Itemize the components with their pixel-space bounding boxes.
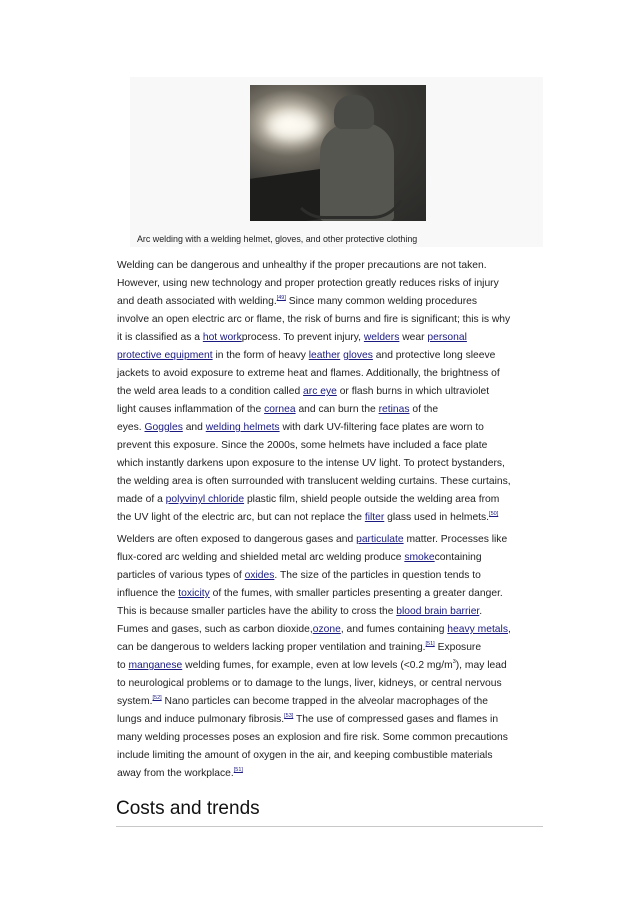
link-ozone[interactable]: ozone: [312, 624, 341, 635]
link-arc-eye[interactable]: arc eye: [303, 386, 337, 397]
text-line: Fumes and gases, such as carbon dioxide,ozone, and fumes containing heavy metals,: [117, 624, 511, 635]
figure-caption: Arc welding with a welding helmet, gloves, and other protective clothing: [137, 234, 418, 244]
welding-cable: [290, 185, 406, 219]
text-line: the weld area leads to a condition called arc eye or flash burns in which ultraviolet: [117, 386, 490, 397]
link-toxicity[interactable]: toxicity: [178, 588, 210, 599]
text-line: the welding area is often surrounded with translucent welding curtains. These curtains,: [117, 476, 511, 487]
text-line: many welding processes poses an explosion and fire risk. Some common precautions: [117, 732, 508, 743]
link-blood-brain-barrier[interactable]: blood brain barrier: [396, 606, 480, 617]
link-personal-protective-equipment[interactable]: protective equipment: [117, 350, 213, 361]
text-line: and death associated with welding.[49] Since many common welding procedures: [117, 295, 478, 307]
text-line: involve an open electric arc or flame, the risk of burns and fire is significant; this is why: [117, 314, 511, 325]
text-line: However, using new technology and proper protection greatly reduces risks of injury: [117, 278, 499, 289]
text-line: which instantly darkens upon exposure to the intense UV light. To protect bystanders,: [117, 458, 505, 469]
link-filter[interactable]: filter: [364, 512, 385, 523]
citation-link[interactable]: [51]: [425, 641, 435, 647]
link-oxides[interactable]: oxides: [244, 570, 275, 581]
text-line: jackets to avoid exposure to extreme heat and flames. Additionally, the brightness of: [117, 368, 500, 379]
link-leather[interactable]: leather: [308, 350, 341, 361]
text-line: it is classified as a hot workprocess. To prevent injury, welders wear personal: [117, 332, 467, 343]
text-line: flux-cored arc welding and shielded metal arc welding produce smokecontaining: [117, 552, 482, 563]
welding-helmet: [334, 95, 374, 129]
link-retinas[interactable]: retinas: [378, 404, 410, 415]
text-line: influence the toxicity of the fumes, with smaller particles presenting a greater danger.: [117, 588, 503, 599]
section-heading: Costs and trends: [116, 798, 260, 819]
text-line: particles of various types of oxides. The size of the particles in question tends to: [117, 570, 481, 581]
link-hot-work[interactable]: hot work: [202, 332, 242, 343]
link-polyvinyl-chloride[interactable]: polyvinyl chloride: [165, 494, 245, 505]
heading-divider: [116, 826, 543, 827]
link-goggles[interactable]: Goggles: [144, 422, 183, 433]
text-line: prevent this exposure. Since the 2000s, some helmets have included a face plate: [117, 440, 488, 451]
link-welding-helmets[interactable]: welding helmets: [205, 422, 280, 433]
text-line: light causes inflammation of the cornea and can burn the retinas of the: [117, 404, 439, 415]
paragraph-safety: [117, 257, 543, 527]
citation-link[interactable]: [53]: [284, 713, 294, 719]
text-line: the UV light of the electric arc, but can not replace the filter glass used in helmets.[50]: [117, 511, 499, 523]
citation-link[interactable]: [50]: [489, 511, 499, 517]
text-line: This is because smaller particles have the ability to cross the blood brain barrier.: [117, 606, 483, 617]
text-line: include limiting the amount of oxygen in the air, and keeping combustible materials: [117, 750, 493, 761]
text-line: can be dangerous to welders lacking proper ventilation and training.[51] Exposure: [117, 641, 482, 653]
link-welders[interactable]: welders: [363, 332, 400, 343]
text-line: lungs and induce pulmonary fibrosis.[53] The use of compressed gases and flames in: [117, 713, 499, 725]
text-line: made of a polyvinyl chloride plastic film, shield people outside the welding area from: [117, 494, 500, 505]
link-smoke[interactable]: smoke: [404, 552, 435, 563]
text-line: protective equipment in the form of heavy leather gloves and protective long sleeve: [117, 350, 496, 361]
link-heavy-metals[interactable]: heavy metals: [447, 624, 508, 635]
text-line: away from the workplace.[51]: [117, 767, 243, 779]
paragraph-fumes: [117, 531, 543, 783]
arc-welding-photo: [250, 85, 426, 221]
text-line: to manganese welding fumes, for example, even at low levels (<0.2 $mg/m^3$), may lead: [117, 659, 507, 671]
link-particulate[interactable]: particulate: [356, 534, 404, 545]
text-line: eyes. Goggles and welding helmets with dark UV-filtering face plates are worn to: [117, 422, 484, 433]
text-line: Welders are often exposed to dangerous gases and particulate matter. Processes like: [117, 534, 508, 545]
text-line: Welding can be dangerous and unhealthy if the proper precautions are not taken.: [117, 260, 487, 271]
text-line: to neurological problems or to damage to the lungs, liver, kidneys, or central nervous: [117, 678, 502, 689]
link-cornea[interactable]: cornea: [264, 404, 296, 415]
link-manganese[interactable]: manganese: [128, 660, 183, 671]
figure: [130, 77, 543, 247]
superscript: 3: [452, 659, 456, 665]
link-personal-protective-equipment[interactable]: personal: [427, 332, 467, 343]
citation-link[interactable]: [51]: [233, 767, 243, 773]
arc-light: [268, 113, 318, 139]
text-line: system.[52] Nano particles can become trapped in the alveolar macrophages of the: [117, 695, 488, 707]
link-gloves[interactable]: gloves: [343, 350, 373, 361]
citation-link[interactable]: [52]: [152, 695, 162, 701]
citation-link[interactable]: [49]: [276, 295, 286, 301]
